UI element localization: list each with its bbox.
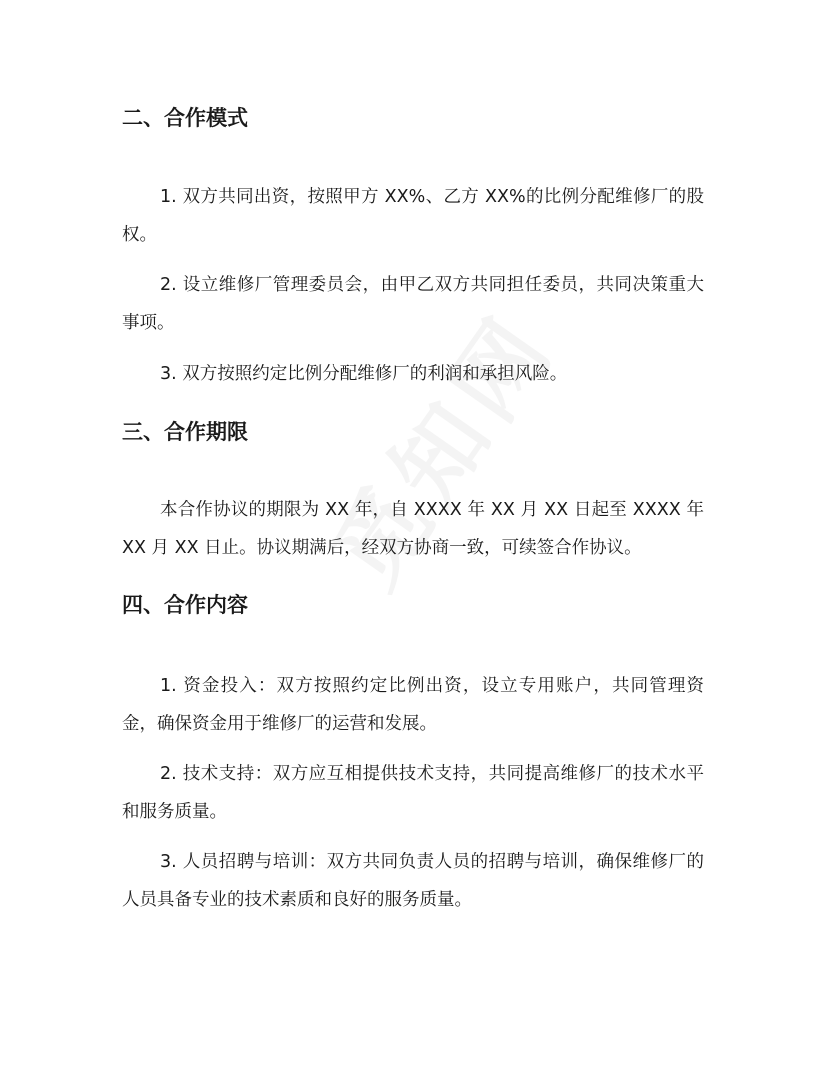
- term-paragraph: 本合作协议的期限为 XX 年，自 XXXX 年 XX 月 XX 日起至 XXXX 年 XX 月 XX 日止。协议期满后，经双方协商一致，可续签合作协议。: [122, 500, 704, 558]
- content-item-3: 3. 人员招聘与培训：双方共同负责人员的招聘与培训，确保维修厂的人员具备专业的技术素质和良好的服务质量。: [122, 852, 704, 910]
- section-title-mode: 二、合作模式: [122, 106, 248, 130]
- mode-item-2: 2. 设立维修厂管理委员会，由甲乙双方共同担任委员，共同决策重大事项。: [122, 275, 704, 333]
- section-title-term: 三、合作期限: [122, 420, 248, 444]
- mode-item-1: 1. 双方共同出资，按照甲方 XX%、乙方 XX%的比例分配维修厂的股权。: [122, 187, 704, 245]
- mode-item-3: 3. 双方按照约定比例分配维修厂的利润和承担风险。: [160, 364, 568, 384]
- content-item-2: 2. 技术支持：双方应互相提供技术支持，共同提高维修厂的技术水平和服务质量。: [122, 764, 704, 822]
- content-item-1: 1. 资金投入：双方按照约定比例出资，设立专用账户，共同管理资金，确保资金用于维修厂的运营和发展。: [122, 676, 704, 734]
- section-title-content: 四、合作内容: [122, 593, 248, 617]
